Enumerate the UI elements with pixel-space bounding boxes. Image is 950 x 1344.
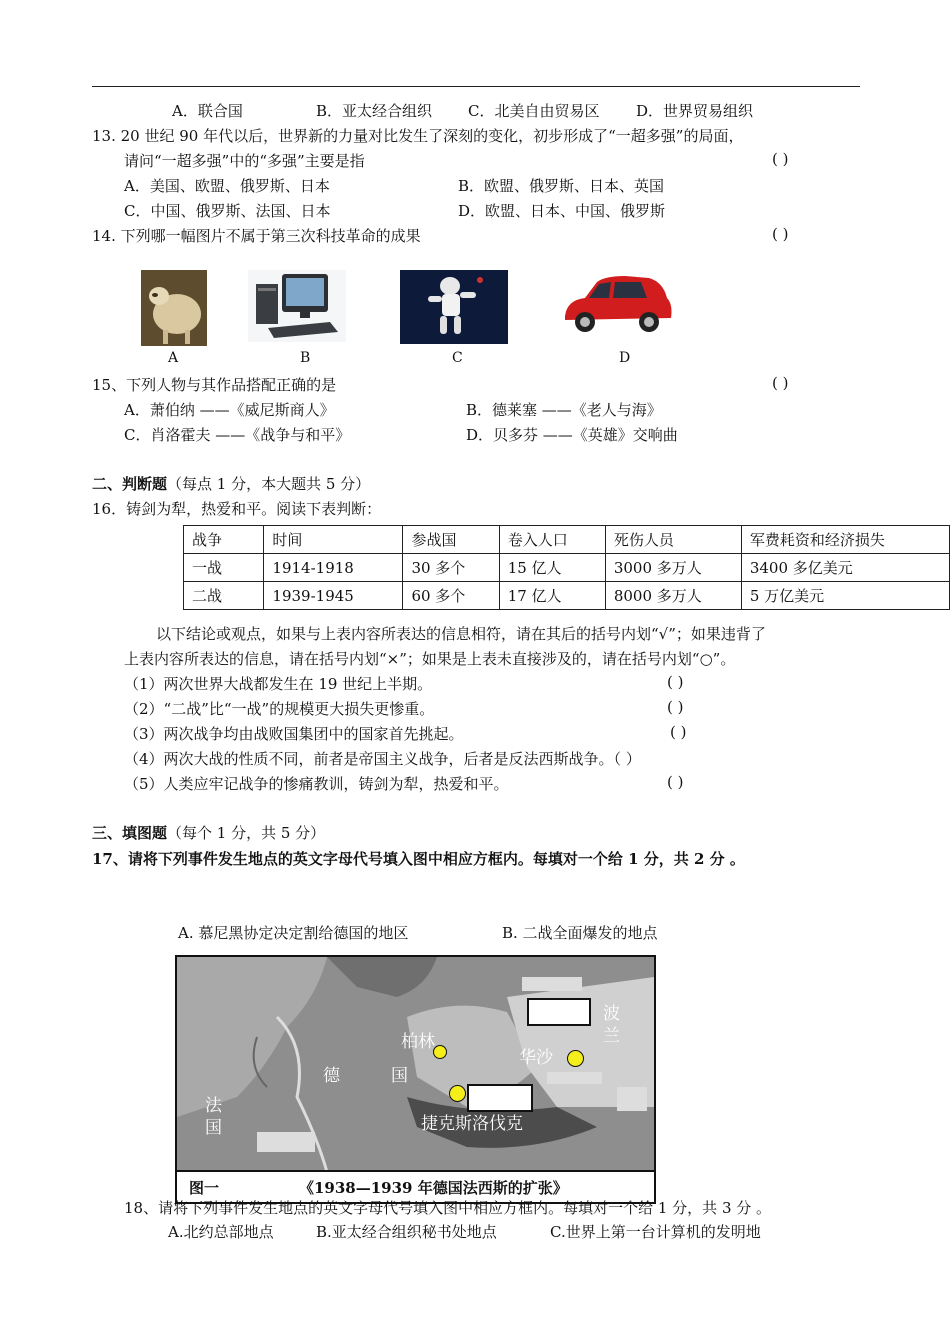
map-label-guo-2: 国 — [205, 1118, 222, 1138]
astronaut-image — [400, 270, 508, 344]
header-rule — [92, 86, 860, 87]
q18-option-c: C.世界上第一台计算机的发明地 — [550, 1223, 761, 1241]
q17-option-b: B. 二战全面爆发的地点 — [502, 924, 658, 942]
section3-note: （每个 1 分，共 5 分） — [167, 824, 326, 842]
section2-title: 二、判断题 — [92, 475, 168, 493]
table-cell: 3000 多万人 — [605, 554, 741, 582]
q14-label-b: B — [300, 350, 311, 366]
q15-option-b: B．德莱塞 ——《老人与海》 — [466, 401, 662, 419]
sheep-image — [141, 270, 207, 346]
map-label-lan: 兰 — [603, 1026, 620, 1046]
map-label-guo: 国 — [391, 1066, 408, 1086]
q18-option-b: B.亚太经合组织秘书处地点 — [316, 1223, 497, 1241]
q16-item-1: （1）两次世界大战都发生在 19 世纪上半期。 — [124, 675, 433, 693]
q14-label-a: A — [168, 350, 179, 366]
table-row — [184, 582, 950, 610]
table-cell: 一战 — [184, 554, 264, 582]
berlin-dot — [433, 1045, 447, 1059]
table-header-cell: 时间 — [264, 526, 403, 554]
section2-note: （每点 1 分，本大题共 5 分） — [167, 475, 371, 493]
table-header-cell: 参战国 — [403, 526, 499, 554]
q14-label-c: C — [452, 350, 463, 366]
map-label-de: 德 — [323, 1066, 340, 1086]
car-image — [555, 270, 679, 340]
q16-item-5-paren: ( ) — [667, 773, 684, 791]
q18-stem: 18、请将下列事件发生地点的英文字母代号填入图中相应方框内。每填对一个给 1 分，共 3 分 。 — [124, 1199, 772, 1217]
section3-title: 三、填图题 — [92, 824, 168, 842]
map-caption-title: 《1938—1939 年德国法西斯的扩张》 — [299, 1179, 568, 1197]
expansion-map — [175, 955, 656, 1204]
q14-label-d: D — [619, 350, 631, 366]
table-header-row — [184, 526, 950, 554]
section2-heading — [92, 473, 370, 494]
q15-option-a: A．萧伯纳 ——《威尼斯商人》 — [124, 401, 335, 419]
q16-item-3-paren: ( ) — [670, 723, 687, 741]
q16-item-4: （4）两次大战的性质不同，前者是帝国主义战争，后者是反法西斯战争。（ ） — [124, 750, 641, 768]
answer-box-czech[interactable] — [467, 1084, 533, 1112]
map-label-fa: 法 — [205, 1096, 222, 1116]
table-cell: 30 多个 — [403, 554, 499, 582]
table-header-cell: 军费耗资和经济损失 — [741, 526, 949, 554]
table-cell: 5 万亿美元 — [741, 582, 949, 610]
q16-item-2: （2）“二战”比“一战”的规模更大损失更惨重。 — [124, 700, 435, 718]
map-label-warsaw: 华沙 — [519, 1048, 553, 1068]
q15-option-c: C．肖洛霍夫 ——《战争与和平》 — [124, 426, 351, 444]
table-header-cell: 卷入人口 — [499, 526, 605, 554]
map-label-berlin: 柏林 — [401, 1032, 435, 1052]
warsaw-dot — [567, 1050, 584, 1067]
table-cell: 二战 — [184, 582, 264, 610]
q16-instruction-line1: 以下结论或观点，如果与上表内容所表达的信息相符，请在其后的括号内划“√”；如果违背了 — [156, 625, 766, 643]
q17-option-a: A. 慕尼黑协定决定割给德国的地区 — [178, 924, 409, 942]
table-row — [184, 554, 950, 582]
q16-item-2-paren: ( ) — [667, 698, 684, 716]
table-cell: 17 亿人 — [499, 582, 605, 610]
computer-image — [248, 270, 346, 342]
q16-item-5: （5）人类应牢记战争的惨痛教训，铸剑为犁，热爱和平。 — [124, 775, 509, 793]
czech-dot — [449, 1085, 466, 1102]
table-cell: 1939-1945 — [264, 582, 403, 610]
q13-stem-line2: 请问“一超多强”中的“多强”主要是指 — [124, 152, 365, 170]
map-caption-figure: 图一 — [189, 1179, 220, 1197]
q13-answer-paren: ( ) — [772, 150, 789, 168]
war-comparison-table — [183, 525, 950, 610]
q13-option-a: A．美国、欧盟、俄罗斯、日本 — [124, 177, 330, 195]
q12-option-d: D．世界贸易组织 — [636, 102, 754, 120]
q16-item-3: （3）两次战争均由战败国集团中的国家首先挑起。 — [124, 725, 464, 743]
q18-option-a: A.北约总部地点 — [168, 1223, 274, 1241]
q14-stem: 14. 下列哪一幅图片不属于第三次科技革命的成果 — [92, 227, 421, 245]
q16-stem: 16．铸剑为犁，热爱和平。阅读下表判断： — [92, 500, 382, 518]
q13-option-b: B．欧盟、俄罗斯、日本、英国 — [458, 177, 665, 195]
q12-option-b: B．亚太经合组织 — [316, 102, 433, 120]
section3-heading — [92, 822, 325, 843]
table-header-cell: 战争 — [184, 526, 264, 554]
q15-stem: 15、下列人物与其作品搭配正确的是 — [92, 376, 337, 394]
table-cell: 15 亿人 — [499, 554, 605, 582]
q16-instruction-line2: 上表内容所表达的信息，请在括号内划“×”；如果是上表未直接涉及的，请在括号内划“○”。 — [124, 650, 736, 668]
map-label-czechoslovakia: 捷克斯洛伐克 — [421, 1114, 523, 1134]
table-cell: 60 多个 — [403, 582, 499, 610]
answer-box-poland[interactable] — [527, 998, 591, 1026]
table-cell: 8000 多万人 — [605, 582, 741, 610]
q14-answer-paren: ( ) — [772, 225, 789, 243]
table-header-cell: 死伤人员 — [605, 526, 741, 554]
q12-option-a: A．联合国 — [172, 102, 243, 120]
map-label-bo: 波 — [603, 1004, 620, 1024]
q13-option-d: D．欧盟、日本、中国、俄罗斯 — [458, 202, 666, 220]
table-cell: 1914-1918 — [264, 554, 403, 582]
q12-option-c: C．北美自由贸易区 — [468, 102, 600, 120]
q17-stem: 17、请将下列事件发生地点的英文字母代号填入图中相应方框内。每填对一个给 1 分，共 2 分 。 — [92, 850, 745, 868]
q13-stem-line1: 13. 20 世纪 90 年代以后，世界新的力量对比发生了深刻的变化，初步形成了“一超多强”的局面， — [92, 127, 744, 145]
q15-answer-paren: ( ) — [772, 374, 789, 392]
q15-option-d: D．贝多芬 ——《英雄》交响曲 — [466, 426, 678, 444]
q16-item-1-paren: ( ) — [667, 673, 684, 691]
map-background — [177, 957, 654, 1172]
table-cell: 3400 多亿美元 — [741, 554, 949, 582]
q13-option-c: C．中国、俄罗斯、法国、日本 — [124, 202, 331, 220]
